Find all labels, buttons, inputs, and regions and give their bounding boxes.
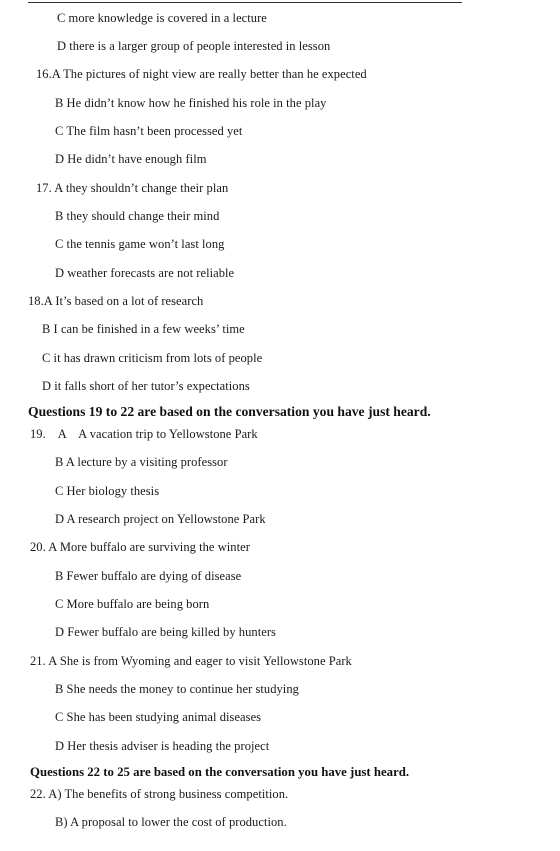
option-16c: C The film hasn’t been processed yet xyxy=(55,124,243,138)
option-17c: C the tennis game won’t last long xyxy=(55,237,225,251)
option-22b: B) A proposal to lower the cost of production. xyxy=(55,815,287,829)
option-18b: B I can be finished in a few weeks’ time xyxy=(42,322,245,336)
option-15c: C more knowledge is covered in a lecture xyxy=(57,11,267,25)
option-18c: C it has drawn criticism from lots of people xyxy=(42,351,263,365)
question-17-option-a: 17. A they shouldn’t change their plan xyxy=(36,181,229,195)
option-17d: D weather forecasts are not reliable xyxy=(55,266,235,280)
option-21c: C She has been studying animal diseases xyxy=(55,710,262,724)
option-20b: B Fewer buffalo are dying of disease xyxy=(55,569,242,583)
option-16d: D He didn’t have enough film xyxy=(55,152,207,166)
option-16b: B He didn’t know how he finished his role in the play xyxy=(55,96,327,110)
question-21-option-a: 21. A She is from Wyoming and eager to visit Yellowstone Park xyxy=(30,654,352,668)
option-19d: D A research project on Yellowstone Park xyxy=(55,512,266,526)
question-19-option-a: 19. A A vacation trip to Yellowstone Park xyxy=(30,427,258,441)
option-21d: D Her thesis adviser is heading the project xyxy=(55,739,270,753)
option-18d: D it falls short of her tutor’s expectations xyxy=(42,379,250,393)
section-heading-22-25: Questions 22 to 25 are based on the conversation you have just heard. xyxy=(30,765,410,779)
option-21b: B She needs the money to continue her studying xyxy=(55,682,299,696)
option-15d: D there is a larger group of people interested in lesson xyxy=(57,39,331,53)
option-20d: D Fewer buffalo are being killed by hunters xyxy=(55,625,276,639)
option-19b: B A lecture by a visiting professor xyxy=(55,455,228,469)
question-22-option-a: 22. A) The benefits of strong business competition. xyxy=(30,787,289,801)
question-16-option-a: 16.A The pictures of night view are really better than he expected xyxy=(36,67,367,81)
question-20-option-a: 20. A More buffalo are surviving the winter xyxy=(30,540,250,554)
option-20c: C More buffalo are being born xyxy=(55,597,210,611)
option-17b: B they should change their mind xyxy=(55,209,220,223)
section-heading-19-22: Questions 19 to 22 are based on the conversation you have just heard. xyxy=(28,404,431,419)
option-19c: C Her biology thesis xyxy=(55,484,160,498)
question-18-option-a: 18.A It’s based on a lot of research xyxy=(28,294,204,308)
top-rule xyxy=(28,2,462,3)
